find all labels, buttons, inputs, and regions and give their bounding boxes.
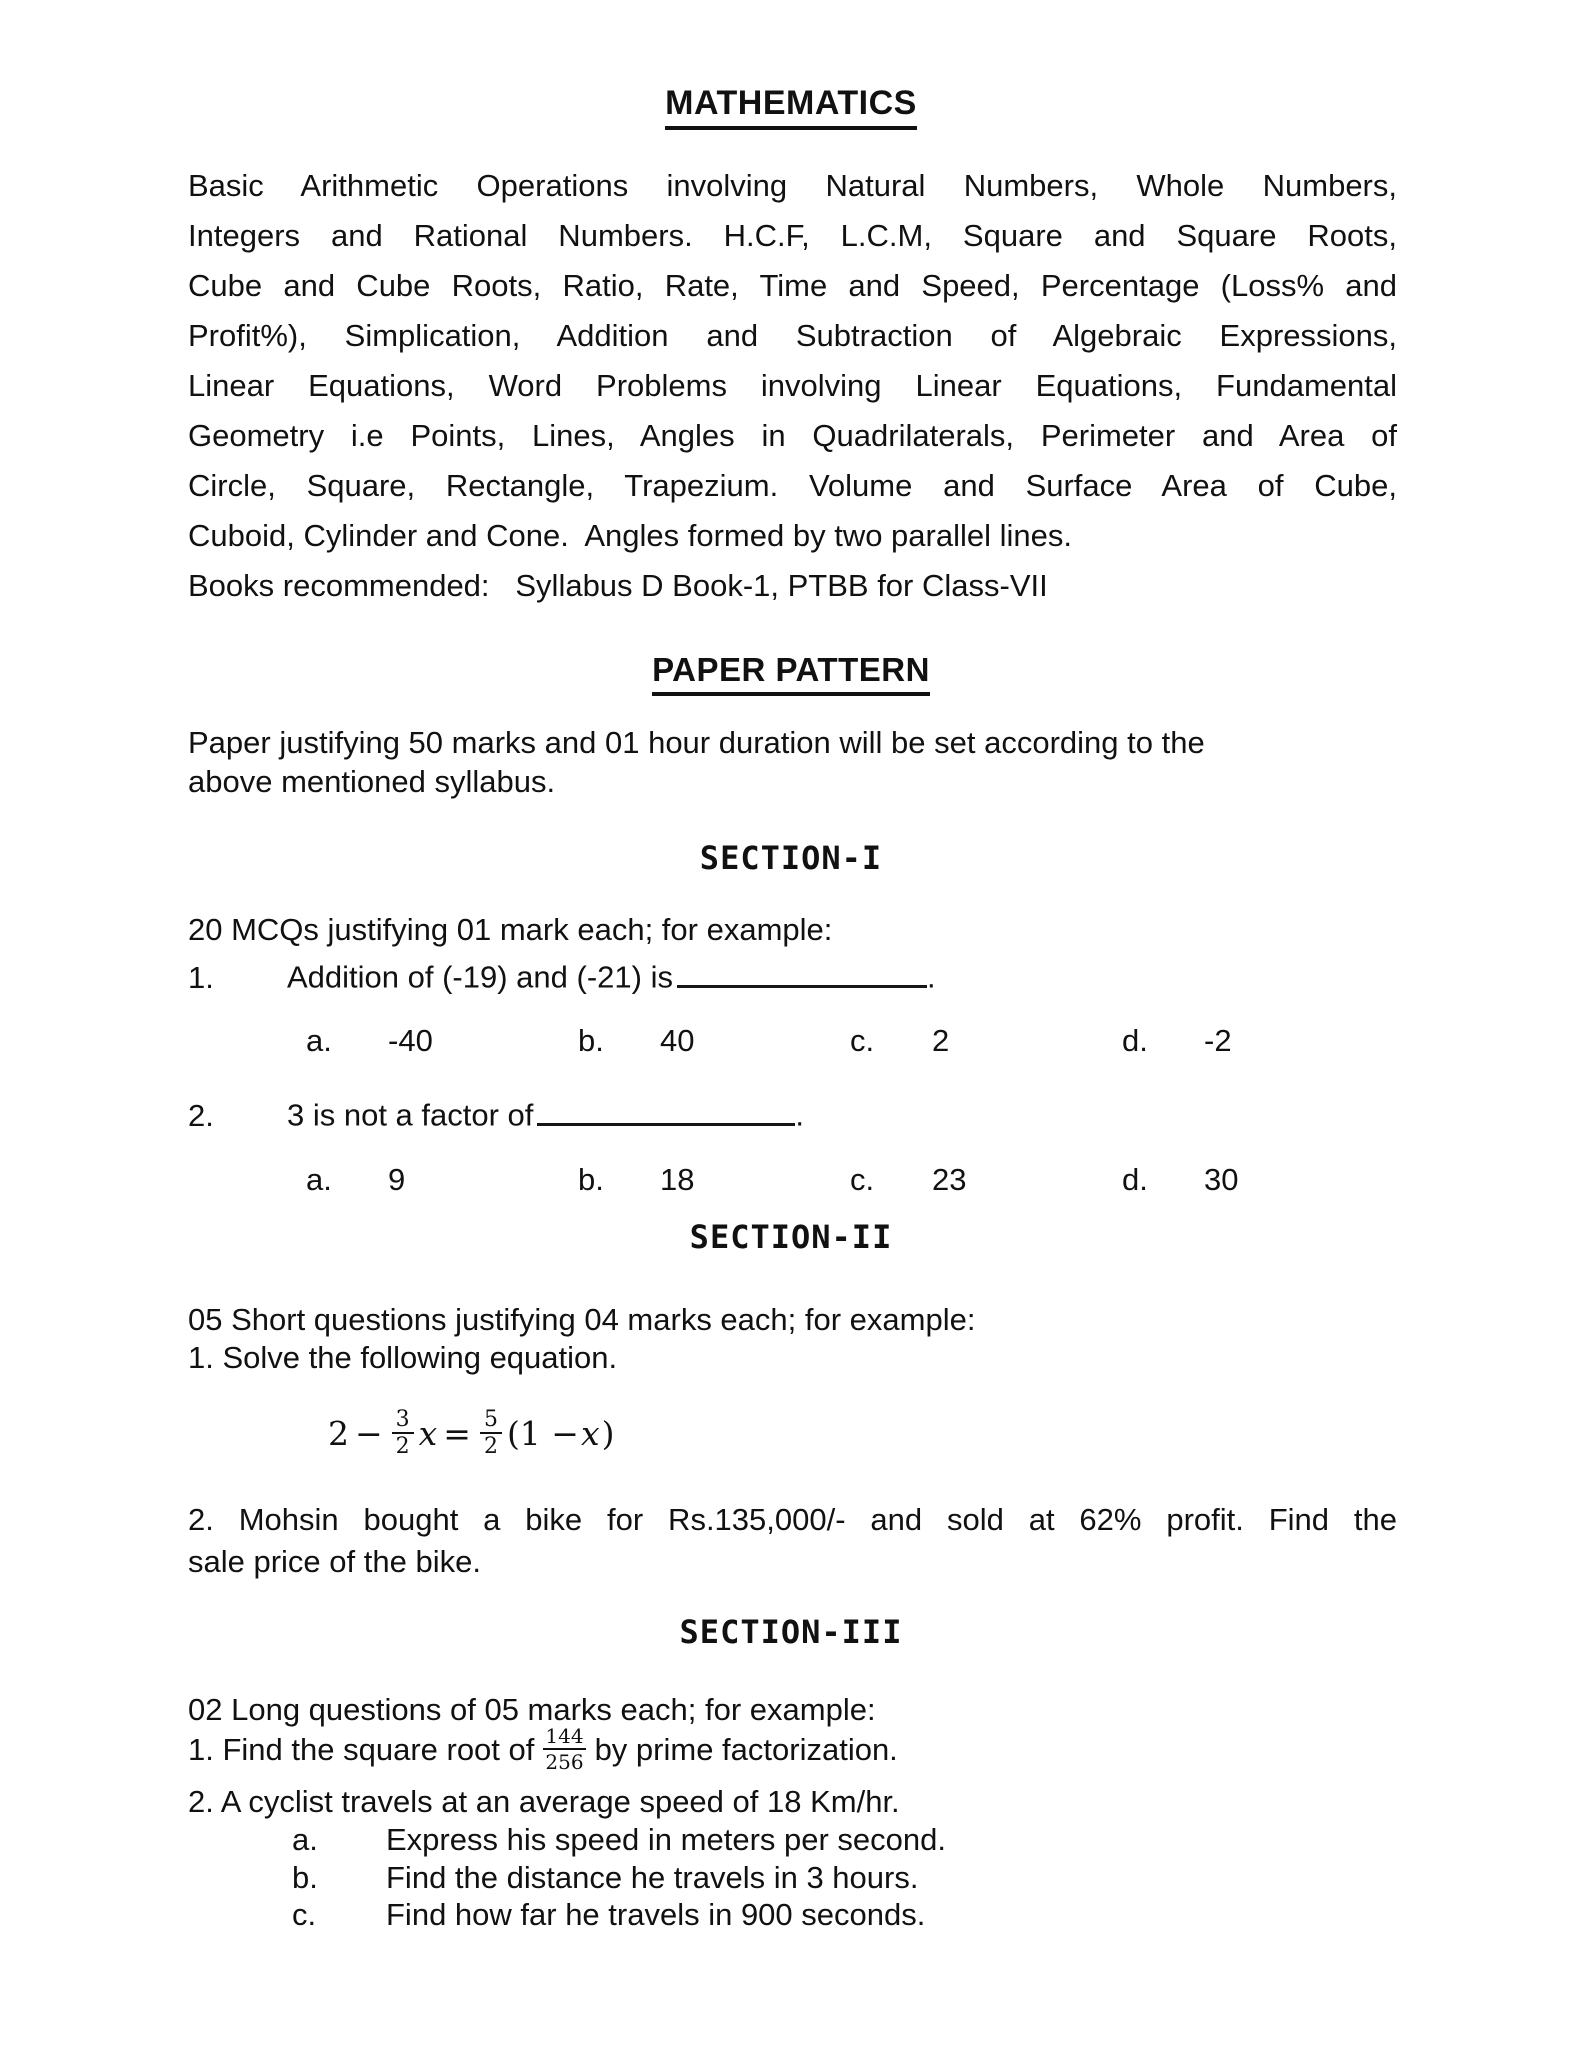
fraction-three-halves	[392, 1408, 414, 1458]
equation	[327, 1404, 615, 1462]
subitem-text: Find how far he travels in 900 seconds.	[386, 1897, 926, 1932]
fraction-numerator: 144	[545, 1724, 584, 1748]
section2-intro-block	[188, 1301, 1397, 1377]
mcq-question-1	[188, 953, 1397, 997]
question-number: 2.	[188, 1097, 214, 1133]
q1-prefix: 1. Find the square root of	[188, 1731, 535, 1767]
fraction-numerator: 5	[480, 1408, 502, 1434]
section3-subitems	[188, 1821, 1397, 1934]
syllabus-line: Geometry i.e Points, Lines, Angles in Quadrilaterals, Perimeter and Area of	[188, 418, 1397, 453]
subitem-letter: c.	[292, 1897, 317, 1932]
section2-q2-block	[188, 1499, 1397, 1583]
equation-rhs-suffix: )	[601, 1413, 615, 1453]
fraction-144-256	[543, 1725, 585, 1773]
syllabus-line: Circle, Square, Rectangle, Trapezium. Volume and Surface Area of Cube,	[188, 468, 1397, 503]
option-c	[850, 1161, 1122, 1199]
paper-pattern-heading	[0, 651, 1582, 696]
option-b	[578, 1022, 850, 1060]
section3-intro: 02 Long questions of 05 marks each; for example:	[188, 1692, 876, 1727]
syllabus-line: Integers and Rational Numbers. H.C.F, L.C.M, Square and Square Roots,	[188, 218, 1397, 253]
paper-pattern-line: above mentioned syllabus.	[188, 764, 556, 799]
question-period: .	[795, 1097, 805, 1133]
option-letter: d.	[1122, 1023, 1148, 1058]
fraction-denominator: 2	[483, 1434, 498, 1459]
minus-sign: −	[355, 1413, 383, 1453]
paper-pattern-line: Paper justifying 50 marks and 01 hour duration will be set according to the	[188, 725, 1205, 760]
section3-heading	[0, 1613, 1582, 1651]
option-value: -40	[388, 1023, 433, 1058]
paper-pattern-heading-text: PAPER PATTERN	[652, 651, 930, 696]
section2-q2-line: sale price of the bike.	[188, 1544, 481, 1579]
fraction-denominator: 2	[395, 1434, 410, 1459]
equation-rhs-variable-x: x	[580, 1413, 600, 1453]
section2-heading	[0, 1218, 1582, 1256]
option-letter: b.	[578, 1162, 604, 1197]
section2-intro: 05 Short questions justifying 04 marks each; for example:	[188, 1302, 976, 1337]
option-value: -2	[1204, 1023, 1232, 1058]
answer-blank	[537, 1091, 795, 1126]
syllabus-line: Basic Arithmetic Operations involving Natural Numbers, Whole Numbers,	[188, 168, 1397, 203]
document-title-text: MATHEMATICS	[665, 84, 917, 130]
mcq-options-row-1	[188, 1022, 1515, 1060]
question-text: Addition of (-19) and (-21) is	[287, 959, 673, 995]
option-value: 40	[660, 1023, 695, 1058]
question-number: 1.	[188, 959, 214, 995]
option-value: 9	[388, 1162, 406, 1197]
syllabus-line: Cube and Cube Roots, Ratio, Rate, Time and Speed, Percentage (Loss% and	[188, 268, 1397, 303]
question-text: 3 is not a factor of	[287, 1097, 534, 1133]
section1-intro: 20 MCQs justifying 01 mark each; for example:	[188, 912, 833, 947]
option-a	[306, 1161, 578, 1199]
syllabus-line: Cuboid, Cylinder and Cone. Angles formed by two parallel lines.	[188, 518, 1072, 553]
mcq-options-row-2	[188, 1161, 1515, 1199]
document-title	[0, 84, 1582, 130]
option-value: 2	[932, 1023, 950, 1058]
option-c	[850, 1022, 1122, 1060]
option-d	[1122, 1161, 1238, 1199]
section1-heading	[0, 839, 1582, 877]
q1-suffix: by prime factorization.	[594, 1731, 898, 1767]
option-letter: a.	[306, 1023, 332, 1058]
section3-heading-text: SECTION-III	[679, 1613, 903, 1651]
fraction-numerator: 3	[392, 1408, 414, 1434]
fraction-denominator: 256	[545, 1750, 584, 1774]
equals-sign: =	[443, 1413, 471, 1453]
option-letter: b.	[578, 1023, 604, 1058]
subitem-a	[188, 1821, 1397, 1859]
section2-heading-text: SECTION-II	[689, 1218, 893, 1256]
equation-rhs-prefix: (1 −	[506, 1413, 579, 1453]
syllabus-line: Profit%), Simplication, Addition and Subtraction of Algebraic Expressions,	[188, 318, 1397, 353]
subitem-c	[188, 1896, 1397, 1934]
equation-variable-x: x	[418, 1413, 438, 1453]
syllabus-paragraph	[188, 161, 1397, 611]
option-letter: c.	[850, 1023, 875, 1058]
option-a	[306, 1022, 578, 1060]
answer-blank	[677, 953, 927, 988]
option-value: 18	[660, 1162, 695, 1197]
section1-heading-text: SECTION-I	[699, 839, 883, 877]
option-b	[578, 1161, 850, 1199]
fraction-five-halves	[480, 1408, 502, 1458]
option-letter: c.	[850, 1162, 875, 1197]
option-letter: a.	[306, 1162, 332, 1197]
subitem-b	[188, 1859, 1397, 1897]
subitem-letter: b.	[292, 1859, 318, 1895]
syllabus-line: Linear Equations, Word Problems involving Linear Equations, Fundamental	[188, 368, 1397, 403]
section3-q1	[188, 1720, 1397, 1778]
option-value: 23	[932, 1162, 967, 1197]
question-period: .	[926, 959, 936, 995]
equation-lhs-const: 2	[328, 1413, 349, 1453]
option-value: 30	[1204, 1162, 1239, 1197]
paper-pattern-paragraph	[188, 723, 1397, 801]
option-d	[1122, 1022, 1232, 1060]
subitem-letter: a.	[292, 1822, 318, 1857]
section3-q2: 2. A cyclist travels at an average speed of 18 Km/hr.	[188, 1784, 900, 1819]
subitem-text: Express his speed in meters per second.	[386, 1822, 946, 1857]
section2-q2-line: 2. Mohsin bought a bike for Rs.135,000/- and sold at 62% profit. Find the	[188, 1502, 1397, 1537]
subitem-text: Find the distance he travels in 3 hours.	[386, 1859, 919, 1895]
section2-q1: 1. Solve the following equation.	[188, 1340, 618, 1375]
option-letter: d.	[1122, 1162, 1148, 1197]
books-recommended-line: Books recommended: Syllabus D Book-1, PTBB for Class-VII	[188, 568, 1048, 603]
mcq-question-2	[188, 1091, 1397, 1135]
